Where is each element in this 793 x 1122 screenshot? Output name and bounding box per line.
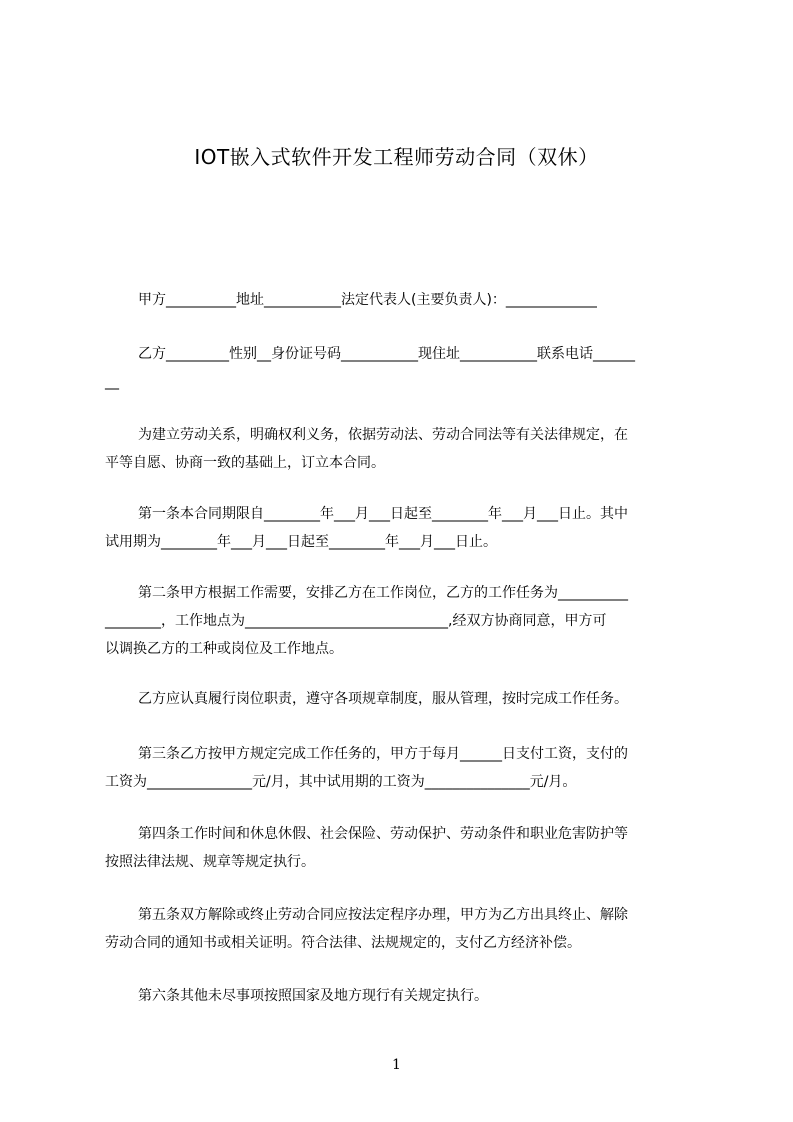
article-1-line-2: 试用期为________年___月___日起至________年___月___日止。 <box>105 534 497 550</box>
article-6-line-1: 第六条其他未尽事项按照国家及地方现行有关规定执行。 <box>138 988 488 1004</box>
document-title: IOT嵌入式软件开发工程师劳动合同（双休） <box>194 145 599 169</box>
article-5-line-2: 劳动合同的通知书或相关证明。符合法律、法规规定的，支付乙方经济补偿。 <box>105 935 581 951</box>
article-5-line-1: 第五条双方解除或终止劳动合同应按法定程序办理，甲方为乙方出具终止、解除 <box>138 907 628 923</box>
page-number: 1 <box>392 1057 401 1073</box>
article-2-paragraph <box>105 579 705 663</box>
article-1-line-1: 第一条本合同期限自________年___月___日起至________年___月___日止。其中 <box>138 506 628 522</box>
duty-paragraph <box>105 685 705 713</box>
intro-line-2: 平等自愿、协商一致的基础上，订立本合同。 <box>105 455 385 471</box>
article-4-line-2: 按照法律法规、规章等规定执行。 <box>105 854 315 870</box>
party-b-paragraph <box>105 340 705 396</box>
article-1-paragraph <box>105 500 705 556</box>
party-b-line-2: __ <box>105 374 119 390</box>
article-3-line-1: 第三条乙方按甲方规定完成工作任务的，甲方于每月______日支付工资，支付的 <box>138 746 628 762</box>
party-b-line-1: 乙方_________性别__身份证号码___________现住址___________联系电话______ <box>138 346 635 362</box>
article-2-line-3: 以调换乙方的工种或岗位及工作地点。 <box>105 641 343 657</box>
article-4-line-1: 第四条工作时间和休息休假、社会保险、劳动保护、劳动条件和职业危害防护等 <box>138 826 628 842</box>
intro-paragraph <box>105 421 705 477</box>
article-6-paragraph <box>105 982 705 1010</box>
article-4-paragraph <box>105 820 705 876</box>
article-2-line-1: 第二条甲方根据工作需要，安排乙方在工作岗位，乙方的工作任务为__________ <box>138 585 628 601</box>
party-a-line: 甲方__________地址___________法定代表人(主要负责人)：_____________ <box>138 292 597 308</box>
duty-line-1: 乙方应认真履行岗位职责，遵守各项规章制度，服从管理，按时完成工作任务。 <box>138 691 628 707</box>
article-3-line-2: 工资为_______________元/月，其中试用期的工资为_______________元/月。 <box>105 774 577 790</box>
article-5-paragraph <box>105 901 705 957</box>
intro-line-1: 为建立劳动关系，明确权利义务，依据劳动法、劳动合同法等有关法律规定，在 <box>138 427 628 443</box>
article-3-paragraph <box>105 740 705 796</box>
article-2-line-2: ________，工作地点为_____________________________,经双方协商同意，甲方可 <box>105 613 607 629</box>
party-a-paragraph <box>105 286 705 314</box>
